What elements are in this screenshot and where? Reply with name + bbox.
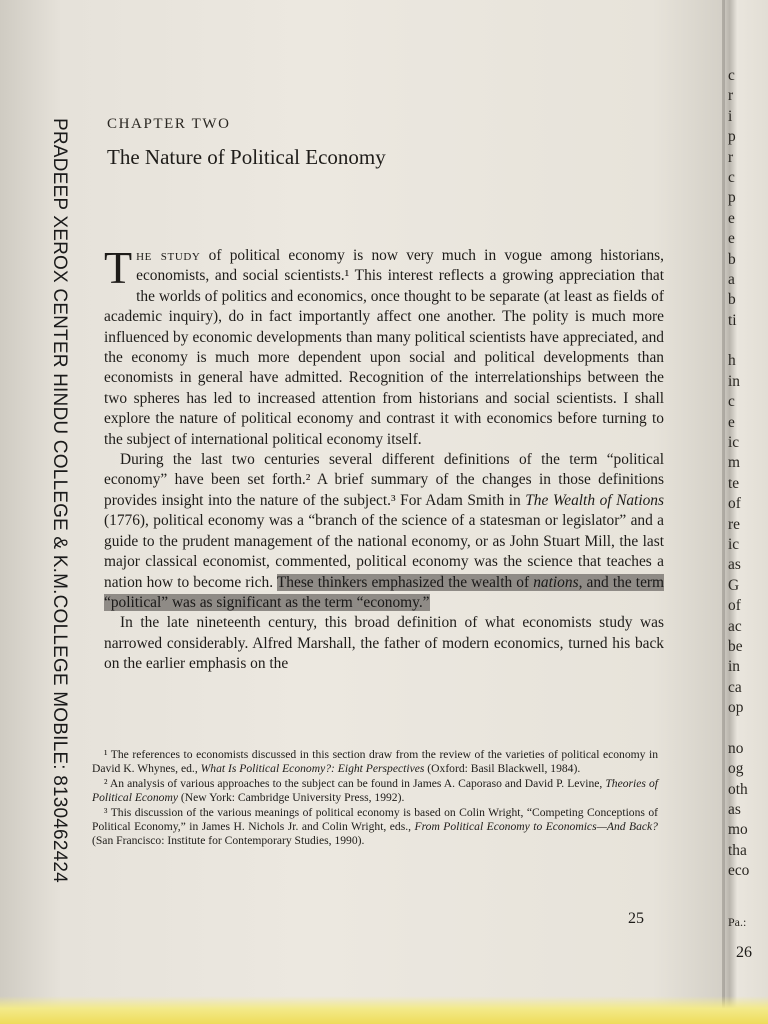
facing-page-number: 26 <box>736 944 752 961</box>
book-gutter <box>722 0 725 1024</box>
highlight-text-a: These thinkers emphasized the wealth of <box>276 573 534 591</box>
yellow-tape-strip <box>0 996 768 1024</box>
facing-page-line: r <box>728 87 734 105</box>
footnote-3-title: From Political Economy to Economics—And Back? <box>414 820 658 834</box>
facing-page-line: as <box>728 556 741 574</box>
facing-page-line: be <box>728 637 743 655</box>
footnote-3-tail: (San Francisco: Institute for Contemporary Studies, 1990). <box>92 834 365 848</box>
facing-page-line: b <box>728 250 736 268</box>
facing-page-line: p <box>728 189 736 207</box>
facing-page-line: i <box>728 107 733 125</box>
facing-page-line: h <box>728 352 736 370</box>
facing-page-line: re <box>728 515 740 533</box>
facing-page-line <box>728 331 768 351</box>
facing-page-line: in <box>728 372 740 390</box>
opening-words: he study <box>136 247 201 264</box>
facing-page-footnote: Pa.: <box>728 915 747 929</box>
facing-page-line: c <box>728 67 735 84</box>
page-number: 25 <box>628 910 644 927</box>
footnote-2-title: Theories of Political Economy <box>92 776 658 805</box>
paragraph-3: In the late nineteenth century, this broad definition of what economists study was narrowed considerably. Alfred Marshall, the father of modern economics, turned his back on the earlier emphasis on the <box>104 614 664 673</box>
paragraph-2 <box>104 450 664 613</box>
facing-page-line: of <box>728 597 741 615</box>
facing-page-line: ti <box>728 311 737 329</box>
facing-page-line: m <box>728 454 740 472</box>
body-text <box>104 242 664 675</box>
book-title-wealth-of-nations: The Wealth of Nations <box>525 491 664 509</box>
footnote-2-tail: (New York: Cambridge University Press, 1992). <box>177 791 405 805</box>
facing-page-line: te <box>728 474 740 492</box>
facing-page-line: ca <box>728 678 742 696</box>
footnote-1-title: What Is Political Economy?: Eight Perspectives <box>200 762 425 776</box>
footnote-3 <box>92 806 658 849</box>
facing-page-line: ac <box>728 617 742 635</box>
facing-page-line: c <box>728 393 735 411</box>
paragraph-2-text-a: During the last two centuries several different definitions of the term “political economy” have been set forth.² A brief summary of the changes in those definitions provides insight into the nature of the subject.³ For Adam Smith in <box>104 451 664 509</box>
footnote-3-text: ³ This discussion of the various meanings of political economy is based on Colin Wright, “Competing Conceptions of Political Economy,” in James H. Nichols Jr. and Colin Wright, eds., <box>92 805 658 834</box>
facing-page-line: e <box>728 209 735 227</box>
facing-page-line: in <box>728 658 740 676</box>
facing-page-line: p <box>728 128 736 146</box>
facing-page-line: of <box>728 495 741 513</box>
facing-page-line: eco <box>728 862 750 880</box>
facing-page-line: c <box>728 168 735 186</box>
facing-page-line: oth <box>728 780 748 798</box>
facing-page-line: ic <box>728 535 740 553</box>
facing-page-line: ic <box>728 434 740 452</box>
facing-page-line: op <box>728 699 744 717</box>
paragraph-2-text-b: (1776), political economy was a “branch of the science of a statesman or legislator” and a guide to the prudent management of the national economy, or as John Stuart Mill, the last major classical economist, commented, political economy was the science that teaches a nation how to become rich. <box>104 512 664 591</box>
facing-page-line: as <box>728 801 741 819</box>
photocopy-stamp: PRADEEP XEROX CENTER HINDU COLLEGE & K.M.COLLEGE MOBILE: 8130462424 <box>49 118 70 883</box>
highlight-italic: nations <box>533 573 579 591</box>
facing-page-line: e <box>728 413 735 431</box>
chapter-title: The Nature of Political Economy <box>107 145 386 169</box>
chapter-label: CHAPTER TWO <box>107 116 231 132</box>
drop-cap: T <box>104 242 133 293</box>
facing-page-line: tha <box>728 841 747 859</box>
facing-page-line: og <box>728 760 744 778</box>
facing-page-line: e <box>728 230 735 248</box>
footnote-2-text: ² An analysis of various approaches to the subject can be found in James A. Caporaso and David P. Levine, <box>104 776 606 790</box>
facing-page-fragments <box>728 66 768 966</box>
facing-page-line: no <box>728 739 744 757</box>
facing-page-line: a <box>728 270 735 288</box>
paragraph-1-text: of political economy is now very much in vogue among historians, economists, and social scientists.¹ This interest reflects a growing appreciation that the worlds of politics and economics, once thought to be separate (at least as fields of academic inquiry), do in fact importantly affect one another. The polity is much more influenced by economic developments than many political scientists have appreciated, and the economy is much more dependent upon social and political developments than economists in general have admitted. Recognition of the interrelationships between the two spheres has led to increased attention from historians and social scientists. I shall explore the nature of political economy and contrast it with economics before turning to the subject of international political economy itself. <box>104 247 664 448</box>
facing-page-line: G <box>728 576 740 594</box>
footnote-2 <box>92 777 658 806</box>
footnote-1 <box>92 748 658 777</box>
paragraph-1 <box>104 242 664 450</box>
facing-page-line <box>728 719 768 739</box>
facing-page-line: mo <box>728 821 748 839</box>
facing-page-line: b <box>728 291 736 309</box>
facing-page-line: r <box>728 148 734 166</box>
footnote-1-tail: (Oxford: Basil Blackwell, 1984). <box>424 762 581 776</box>
footnote-1-text: ¹ The references to economists discussed in this section draw from the review of the varieties of political economy in David K. Whynes, ed., <box>92 748 658 776</box>
footnotes <box>92 748 658 849</box>
highlight-text-b: , and the term “political” was as significant as the term “economy.” <box>104 573 664 611</box>
